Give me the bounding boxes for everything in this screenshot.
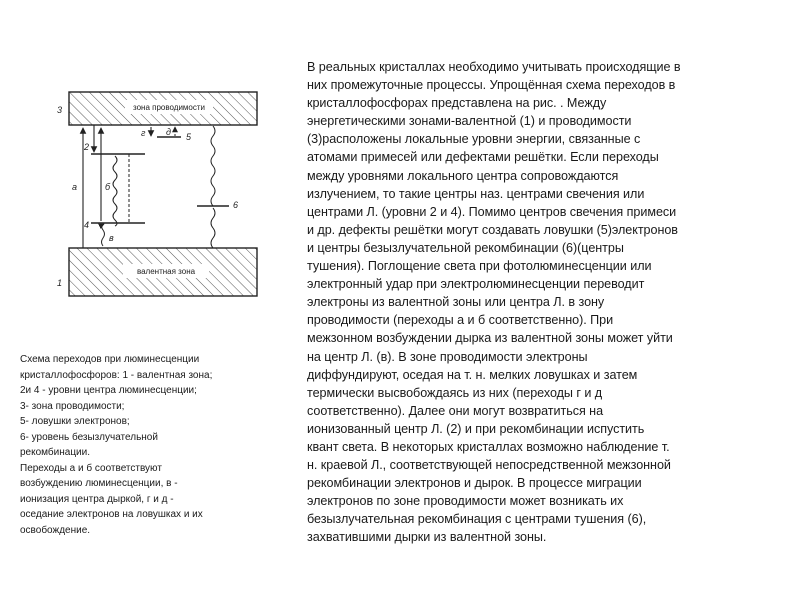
body-text-line: безызлучательная рекомбинация с центрами тушения (6), [307,512,647,527]
caption-line: оседание электронов на ловушках и их [20,509,203,520]
caption-line: Схема переходов при люминесценции [20,354,200,365]
caption-line: ионизация центра дыркой, г и д - [20,493,174,505]
label-g: г [141,128,146,138]
body-text-line: кристаллофосфорах представлена на рис. . Между [307,96,607,111]
label-5: 5 [186,132,192,142]
body-text-line: на центр Л. (в). В зоне проводимости электроны [307,349,588,364]
caption-line: 5- ловушки электронов; [20,416,130,427]
label-2: 2 [84,142,90,152]
body-text-line: энергетическими зонами-валентной (1) и проводимости [307,114,632,129]
label-1: 1 [57,278,63,288]
label-a: а [72,182,78,192]
conduction-band [69,92,257,125]
caption-line: 6- уровень безызлучательной [20,431,158,443]
body-text-line: квант света. В некоторых кристаллах возможно наблюдение т. [307,439,670,454]
body-text-line: и др. дефекты решётки могут создавать ловушки (5)электронов [307,222,678,237]
label-b: б [105,182,111,192]
caption-line: рекомбинации. [20,447,91,458]
body-text-line: атомами примесей или дефектами решётки. Если переходы [307,150,659,165]
label-v: в [109,233,114,243]
body-text-line: электронов по зоне проводимости может возникать их [307,494,624,509]
body-text-line: диффундируют, оседая на т. н. мелких ловушках и затем [307,367,638,382]
caption-line: освобождение. [20,524,91,536]
caption-line: 2и 4 - уровни центра люминесценции; [20,385,197,396]
body-text-line: н. краевой Л., соответствующей непосредственной межзонной [307,458,671,473]
transition-diagram [55,78,260,328]
radiative-transition [113,156,117,226]
body-text-line: межзонном возбуждении дырка из валентной зоны может уйти [307,331,673,346]
body-text [307,58,737,547]
body-text-line: и центры безызлучательной рекомбинации (6)(центры [307,240,624,255]
body-text-line: соответственно). Далее они могут возвратиться на [307,403,604,418]
label-6: 6 [233,200,239,210]
figure-caption [20,352,282,538]
body-text-line: ионизованный центр Л. (2) и при рекомбинации испустить [307,421,645,436]
transition-v-arrow [102,224,105,246]
body-text-line: тушения). Поглощение света при фотолюминесценции или [307,259,652,274]
label-3: 3 [57,105,63,115]
body-text-line: захватившими дырки из валентной зоны. [307,530,547,545]
body-text-line: В реальных кристаллах необходимо учитывать происходящие в [307,60,681,74]
body-text-line: (3)расположены локальные уровни энергии, связанные с [307,132,641,147]
body-text-line: них промежуточные процессы. Упрощённая схема переходов в [307,78,676,93]
caption-line: кристаллофосфоров: 1 - валентная зона; [20,369,213,381]
body-text-line: излучением, то такие центры наз. центрами свечения или [307,186,645,201]
body-text-line: проводимости (переходы а и б соответственно). При [307,313,614,328]
caption-line: Переходы а и б соответствуют [20,462,162,474]
valence-band [69,248,257,296]
label-d: д [166,127,171,137]
nonradiative-transition-lower [211,208,215,248]
label-4: 4 [84,220,90,230]
body-text-line: электронный удар при электролюминесценции переводит [307,277,645,292]
body-text-line: рекомбинации электронов и дырок. В процессе миграции [307,476,642,491]
conduction-band-label: зона проводимости [133,103,205,112]
nonradiative-transition-upper [211,126,215,206]
body-text-line: термически высвобождаясь из них (переходы г и д [307,385,603,400]
body-text-line: между уровнями локального центра сопровождаются [307,168,619,183]
caption-line: возбуждению люминесценции, в - [20,478,178,489]
caption-line: 3- зона проводимости; [20,400,125,412]
body-text-line: центрами Л. (уровни 2 и 4). Помимо центров свечения примеси [307,204,677,219]
body-text-line: электроны из валентной зоны или центра Л. в зону [307,295,605,310]
valence-band-label: валентная зона [136,267,196,276]
